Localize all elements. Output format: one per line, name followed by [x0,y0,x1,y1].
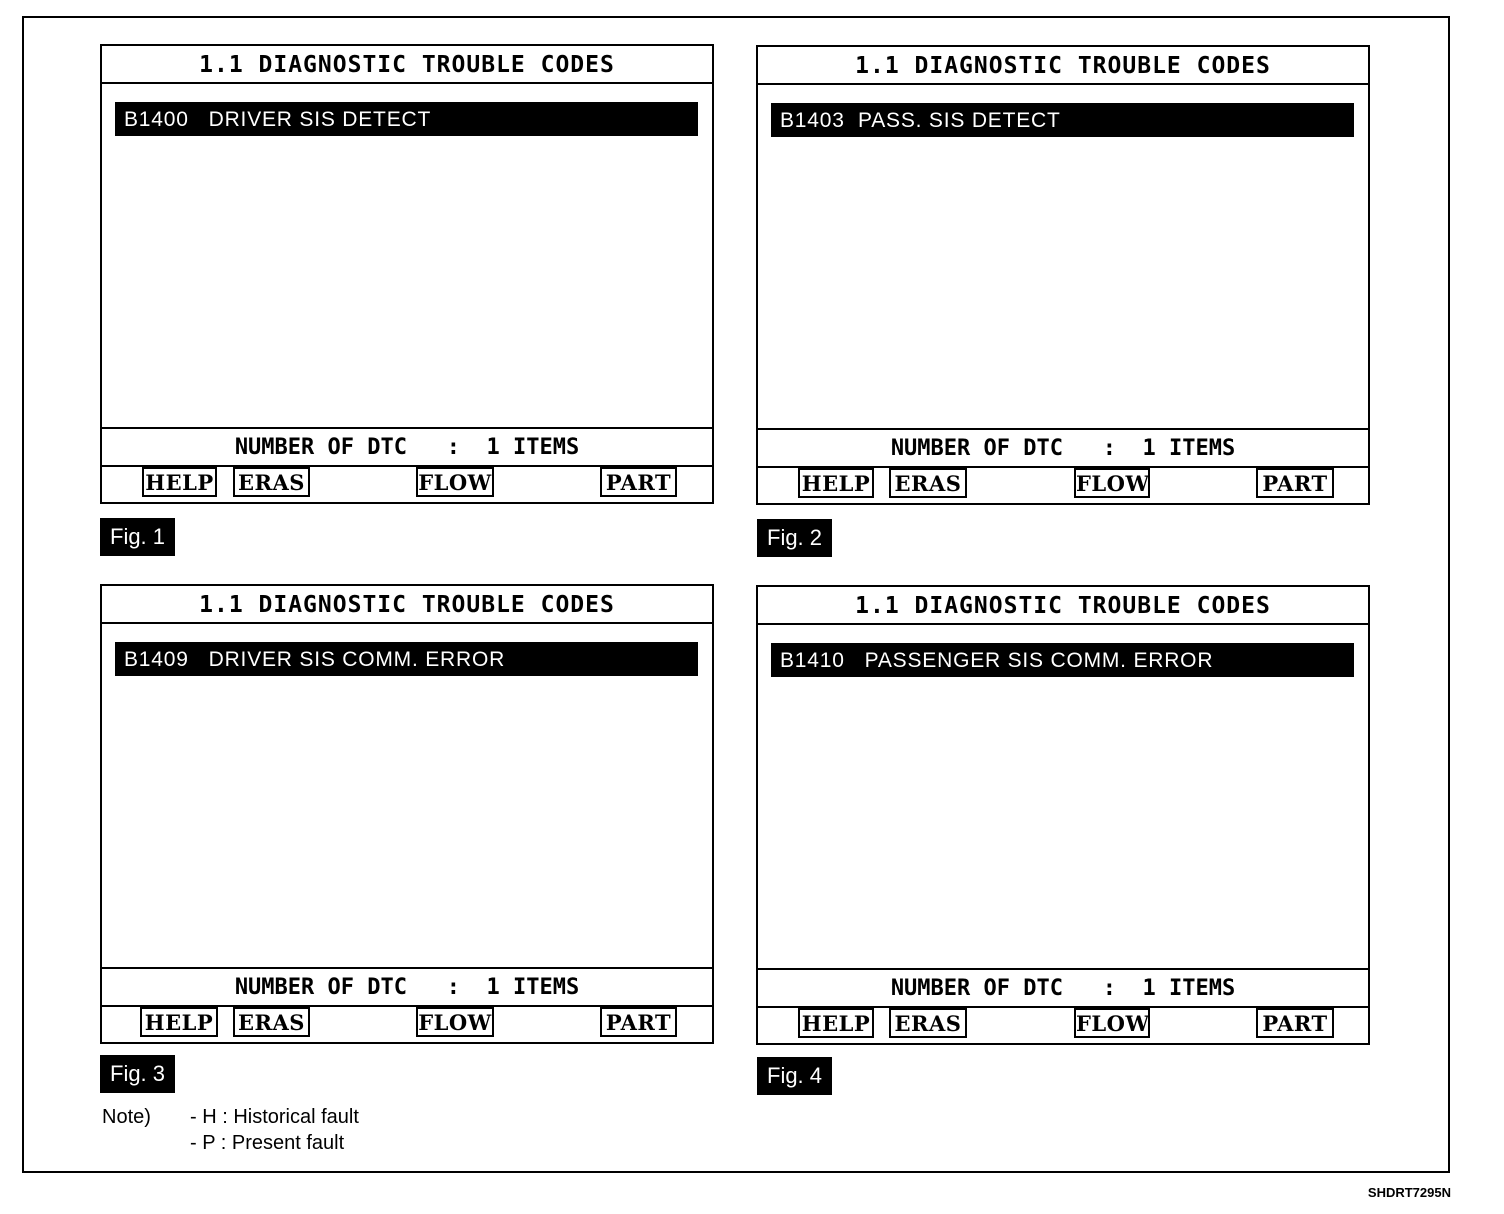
screen-title: 1.1 DIAGNOSTIC TROUBLE CODES [102,46,712,84]
dtc-row-selected[interactable]: B1403 PASS. SIS DETECT [771,103,1354,137]
help-button[interactable]: HELP [142,467,217,497]
part-button[interactable]: PART [1256,468,1334,498]
dtc-count: NUMBER OF DTC : 1 ITEMS [758,428,1368,468]
dtc-count: NUMBER OF DTC : 1 ITEMS [102,427,712,467]
figure-code: SHDRT7295N [1367,1185,1451,1200]
dtc-row-selected[interactable]: B1400 DRIVER SIS DETECT [115,102,698,136]
function-key-bar [102,1005,712,1042]
flow-button[interactable]: FLOW [416,467,494,497]
part-button[interactable]: PART [600,1007,677,1037]
dtc-screen-2 [756,45,1370,505]
erase-button[interactable]: ERAS [889,468,967,498]
flow-button[interactable]: FLOW [1074,1008,1150,1038]
screen-title: 1.1 DIAGNOSTIC TROUBLE CODES [758,587,1368,625]
dtc-list [102,84,712,427]
dtc-screen-1 [100,44,714,504]
fig-label-1: Fig. 1 [100,518,175,556]
dtc-count: NUMBER OF DTC : 1 ITEMS [102,967,712,1007]
dtc-screen-3 [100,584,714,1044]
dtc-row-selected[interactable]: B1409 DRIVER SIS COMM. ERROR [115,642,698,676]
dtc-screen-4 [756,585,1370,1045]
note-historical: - H : Historical fault [190,1106,359,1128]
help-button[interactable]: HELP [798,468,874,498]
flow-button[interactable]: FLOW [1074,468,1150,498]
erase-button[interactable]: ERAS [233,1007,310,1037]
note-present: - P : Present fault [190,1132,345,1154]
function-key-bar [758,1006,1368,1043]
part-button[interactable]: PART [600,467,677,497]
dtc-count: NUMBER OF DTC : 1 ITEMS [758,968,1368,1008]
part-button[interactable]: PART [1256,1008,1334,1038]
erase-button[interactable]: ERAS [889,1008,967,1038]
screen-title: 1.1 DIAGNOSTIC TROUBLE CODES [102,586,712,624]
flow-button[interactable]: FLOW [416,1007,494,1037]
fig-label-2: Fig. 2 [757,519,832,557]
erase-button[interactable]: ERAS [233,467,310,497]
screen-title: 1.1 DIAGNOSTIC TROUBLE CODES [758,47,1368,85]
fig-label-4: Fig. 4 [757,1057,832,1095]
dtc-list [102,624,712,967]
help-button[interactable]: HELP [798,1008,874,1038]
note-label: Note) [102,1106,151,1128]
dtc-row-selected[interactable]: B1410 PASSENGER SIS COMM. ERROR [771,643,1354,677]
help-button[interactable]: HELP [140,1007,218,1037]
function-key-bar [102,465,712,502]
fig-label-3: Fig. 3 [100,1055,175,1093]
note-items [190,1104,359,1156]
dtc-list [758,85,1368,428]
function-key-bar [758,466,1368,503]
dtc-list [758,625,1368,968]
